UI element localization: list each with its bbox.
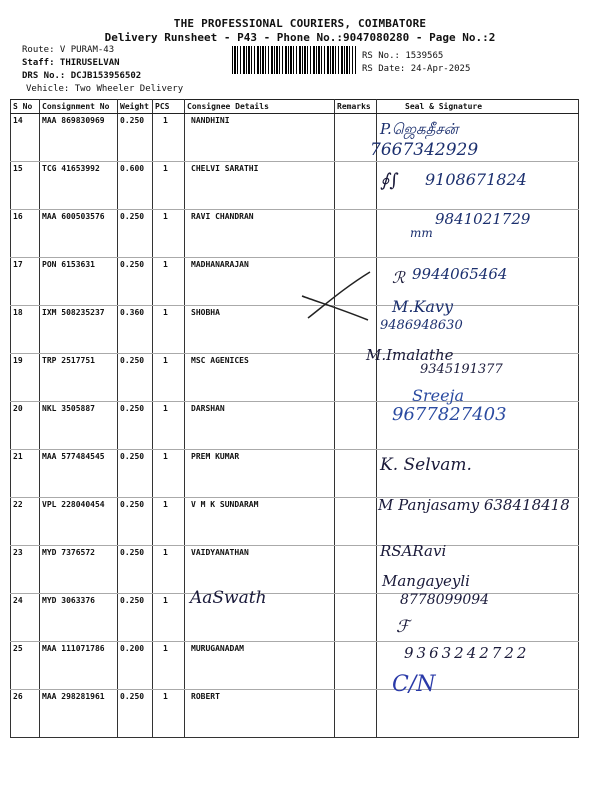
table-row — [11, 546, 579, 594]
cell-consignee-text: MSC AGENICES — [191, 356, 249, 365]
route-label: Route: V PURAM-43 — [22, 45, 115, 55]
cell-consignment — [40, 210, 118, 258]
cell-consignment — [40, 306, 118, 354]
signature-row-23: RSARavi — [380, 542, 447, 560]
phone-row-16: 9841021729 — [435, 210, 531, 228]
cell-weight-text: 0.250 — [120, 548, 145, 557]
phone-row-25: 9363242722 — [404, 644, 530, 662]
phone-row-18: 9486948630 — [380, 318, 463, 333]
signature-row-26: C/N — [392, 672, 436, 697]
drs-number: DRS No.: DCJB153956502 — [22, 71, 142, 81]
cell-pcs-text: 1 — [163, 116, 168, 125]
cell-weight-text: 0.250 — [120, 500, 145, 509]
cross-mark-icon — [298, 268, 372, 324]
cell-weight-text: 0.250 — [120, 116, 145, 125]
cell-weight-text: 0.250 — [120, 212, 145, 221]
cell-consignment-text: MAA 600503576 — [42, 212, 105, 221]
cell-sno — [11, 306, 40, 354]
phone-row-15: 9108671824 — [425, 170, 527, 189]
cell-consignee-text: V M K SUNDARAM — [191, 500, 259, 509]
cell-sno — [11, 642, 40, 690]
cell-weight-text: 0.360 — [120, 308, 145, 317]
cell-weight — [118, 450, 153, 498]
rs-date: RS Date: 24-Apr-2025 — [362, 64, 471, 74]
cell-consignee-text: SHOBHA — [191, 308, 220, 317]
cell-consignee — [185, 546, 335, 594]
cell-sno — [11, 546, 40, 594]
cell-sno — [11, 594, 40, 642]
cell-consignee-text: VAIDYANATHAN — [191, 548, 249, 557]
table-header-row — [11, 100, 579, 114]
cell-remarks — [335, 690, 377, 738]
cell-consignee — [185, 642, 335, 690]
cell-weight-text: 0.250 — [120, 596, 145, 605]
cell-consignee — [185, 402, 335, 450]
cell-consignee-text: PREM KUMAR — [191, 452, 240, 461]
cell-consignment — [40, 114, 118, 162]
signature-row-14: P.ஜெகதீசன் — [380, 120, 459, 138]
signature-row-24: Mangayeyli — [382, 572, 470, 590]
cell-pcs-text: 1 — [163, 692, 168, 701]
cell-consignment — [40, 546, 118, 594]
cell-weight — [118, 642, 153, 690]
staff-label: Staff: THIRUSELVAN — [22, 58, 120, 68]
cell-consignment — [40, 690, 118, 738]
cell-weight — [118, 594, 153, 642]
cell-remarks — [335, 210, 377, 258]
cell-weight-text: 0.250 — [120, 452, 145, 461]
cell-consignment — [40, 162, 118, 210]
cell-consignment-text: PON 6153631 — [42, 260, 95, 269]
cell-consignment — [40, 354, 118, 402]
col-pcs: PCS — [153, 100, 185, 114]
cell-weight-text: 0.200 — [120, 644, 145, 653]
phone-row-19: 9345191377 — [420, 362, 503, 377]
table-row — [11, 450, 579, 498]
barcode-icon — [232, 46, 356, 74]
signature-row-18: M.Kavy — [392, 297, 454, 316]
cell-sno-text: 19 — [13, 356, 23, 365]
cell-consignee-text: RAVI CHANDRAN — [191, 212, 254, 221]
cell-consignment-text: MAA 298281961 — [42, 692, 105, 701]
col-sno: S No — [11, 100, 40, 114]
cell-weight — [118, 498, 153, 546]
cell-consignment-text: TCG 41653992 — [42, 164, 100, 173]
col-consignment: Consignment No — [40, 100, 118, 114]
cell-pcs-text: 1 — [163, 164, 168, 173]
cell-remarks — [335, 546, 377, 594]
cell-sno-text: 16 — [13, 212, 23, 221]
signature-row-19: M.Imalathe — [366, 346, 454, 364]
table-row — [11, 114, 579, 162]
cell-sno-text: 20 — [13, 404, 23, 413]
cell-remarks — [335, 498, 377, 546]
cell-consignee-text: ROBERT — [191, 692, 220, 701]
cell-sno-text: 17 — [13, 260, 23, 269]
col-signature: Seal & Signature — [377, 100, 579, 114]
cell-pcs-text: 1 — [163, 452, 168, 461]
cell-weight — [118, 402, 153, 450]
cell-consignee — [185, 498, 335, 546]
cell-consignee-text: MADHANARAJAN — [191, 260, 249, 269]
cell-remarks — [335, 594, 377, 642]
phone-row-24: 8778099094 — [400, 592, 490, 608]
phone-row-14: 7667342929 — [370, 140, 479, 160]
cell-weight — [118, 114, 153, 162]
cell-weight-text: 0.250 — [120, 356, 145, 365]
cell-pcs — [153, 642, 185, 690]
cell-weight — [118, 162, 153, 210]
cell-consignee — [185, 114, 335, 162]
cell-pcs-text: 1 — [163, 212, 168, 221]
cell-consignee-text: CHELVI SARATHI — [191, 164, 259, 173]
cell-weight — [118, 354, 153, 402]
cell-consignment-text: MYD 7376572 — [42, 548, 95, 557]
cell-pcs — [153, 354, 185, 402]
cell-consignment — [40, 450, 118, 498]
cell-sno — [11, 210, 40, 258]
col-consignee: Consignee Details — [185, 100, 335, 114]
signature-row-22: M Panjasamy 638418418 — [378, 496, 570, 514]
cell-consignee — [185, 210, 335, 258]
signature-mark-row-15: ∮∫ — [380, 170, 399, 191]
signature-mark-row-25: ℱ — [396, 617, 410, 637]
cell-weight — [118, 258, 153, 306]
table-row — [11, 354, 579, 402]
signature-mark-row-17: ℛ — [392, 268, 405, 287]
cell-weight — [118, 546, 153, 594]
cell-pcs — [153, 114, 185, 162]
cell-consignment — [40, 402, 118, 450]
col-weight: Weight — [118, 100, 153, 114]
cell-sno — [11, 258, 40, 306]
cell-weight-text: 0.600 — [120, 164, 145, 173]
cell-sno — [11, 498, 40, 546]
vehicle-label: Vehicle: Two Wheeler Delivery — [26, 84, 184, 94]
cell-consignment-text: MAA 111071786 — [42, 644, 105, 653]
cell-sno-text: 22 — [13, 500, 23, 509]
cell-pcs-text: 1 — [163, 596, 168, 605]
cell-sno-text: 23 — [13, 548, 23, 557]
cell-remarks — [335, 642, 377, 690]
cell-consignment — [40, 258, 118, 306]
cell-pcs — [153, 210, 185, 258]
cell-consignee-text: MURUGANADAM — [191, 644, 244, 653]
cell-consignment-text: MAA 577484545 — [42, 452, 105, 461]
cell-sno — [11, 162, 40, 210]
cell-pcs — [153, 498, 185, 546]
cell-consignee — [185, 690, 335, 738]
cell-pcs — [153, 450, 185, 498]
cell-weight-text: 0.250 — [120, 404, 145, 413]
rs-number: RS No.: 1539565 — [362, 51, 444, 61]
cell-consignment-text: IXM 508235237 — [42, 308, 105, 317]
name-row-24: AaSwath — [190, 588, 267, 608]
signature-row-21: K. Selvam. — [380, 455, 472, 475]
signature-mark-row-16: mm — [410, 226, 433, 240]
cell-sno-text: 15 — [13, 164, 23, 173]
runsheet-title: Delivery Runsheet - P43 - Phone No.:9047080280 - Page No.:2 — [104, 31, 496, 44]
col-remarks: Remarks — [335, 100, 377, 114]
cell-consignee — [185, 354, 335, 402]
cell-consignee-text: NANDHINI — [191, 116, 230, 125]
cell-weight-text: 0.250 — [120, 692, 145, 701]
cell-weight — [118, 210, 153, 258]
cell-consignment — [40, 498, 118, 546]
cell-remarks — [335, 450, 377, 498]
cell-sno-text: 21 — [13, 452, 23, 461]
cell-consignment — [40, 594, 118, 642]
table-row — [11, 690, 579, 738]
cell-remarks — [335, 162, 377, 210]
cell-remarks — [335, 402, 377, 450]
phone-row-20: 9677827403 — [392, 404, 507, 425]
cell-sno — [11, 690, 40, 738]
cell-sno-text: 25 — [13, 644, 23, 653]
signature-row-20: Sreeja — [412, 386, 465, 405]
cell-sno — [11, 450, 40, 498]
cell-consignee-text: DARSHAN — [191, 404, 225, 413]
cell-pcs — [153, 258, 185, 306]
cell-pcs — [153, 546, 185, 594]
cell-consignment-text: TRP 2517751 — [42, 356, 95, 365]
cell-pcs-text: 1 — [163, 356, 168, 365]
cell-sno — [11, 354, 40, 402]
table-row — [11, 306, 579, 354]
cell-pcs-text: 1 — [163, 548, 168, 557]
cell-pcs — [153, 690, 185, 738]
cell-consignment-text: MAA 869830969 — [42, 116, 105, 125]
cell-pcs — [153, 402, 185, 450]
cell-consignee — [185, 450, 335, 498]
cell-pcs-text: 1 — [163, 500, 168, 509]
cell-pcs — [153, 594, 185, 642]
cell-pcs-text: 1 — [163, 308, 168, 317]
phone-row-17: 9944065464 — [412, 265, 508, 283]
table-row — [11, 594, 579, 642]
cell-pcs — [153, 306, 185, 354]
cell-consignment-text: NKL 3505887 — [42, 404, 95, 413]
cell-consignment — [40, 642, 118, 690]
cell-weight — [118, 306, 153, 354]
cell-sno-text: 14 — [13, 116, 23, 125]
company-title: THE PROFESSIONAL COURIERS, COIMBATORE — [173, 17, 427, 30]
cell-pcs-text: 1 — [163, 260, 168, 269]
cell-sno-text: 24 — [13, 596, 23, 605]
cell-pcs-text: 1 — [163, 404, 168, 413]
cell-consignment-text: VPL 228040454 — [42, 500, 105, 509]
cell-pcs — [153, 162, 185, 210]
cell-consignee — [185, 162, 335, 210]
cell-sno — [11, 114, 40, 162]
cell-sno-text: 18 — [13, 308, 23, 317]
cell-pcs-text: 1 — [163, 644, 168, 653]
cell-sno-text: 26 — [13, 692, 23, 701]
cell-weight — [118, 690, 153, 738]
cell-consignment-text: MYD 3063376 — [42, 596, 95, 605]
cell-sno — [11, 402, 40, 450]
cell-weight-text: 0.250 — [120, 260, 145, 269]
